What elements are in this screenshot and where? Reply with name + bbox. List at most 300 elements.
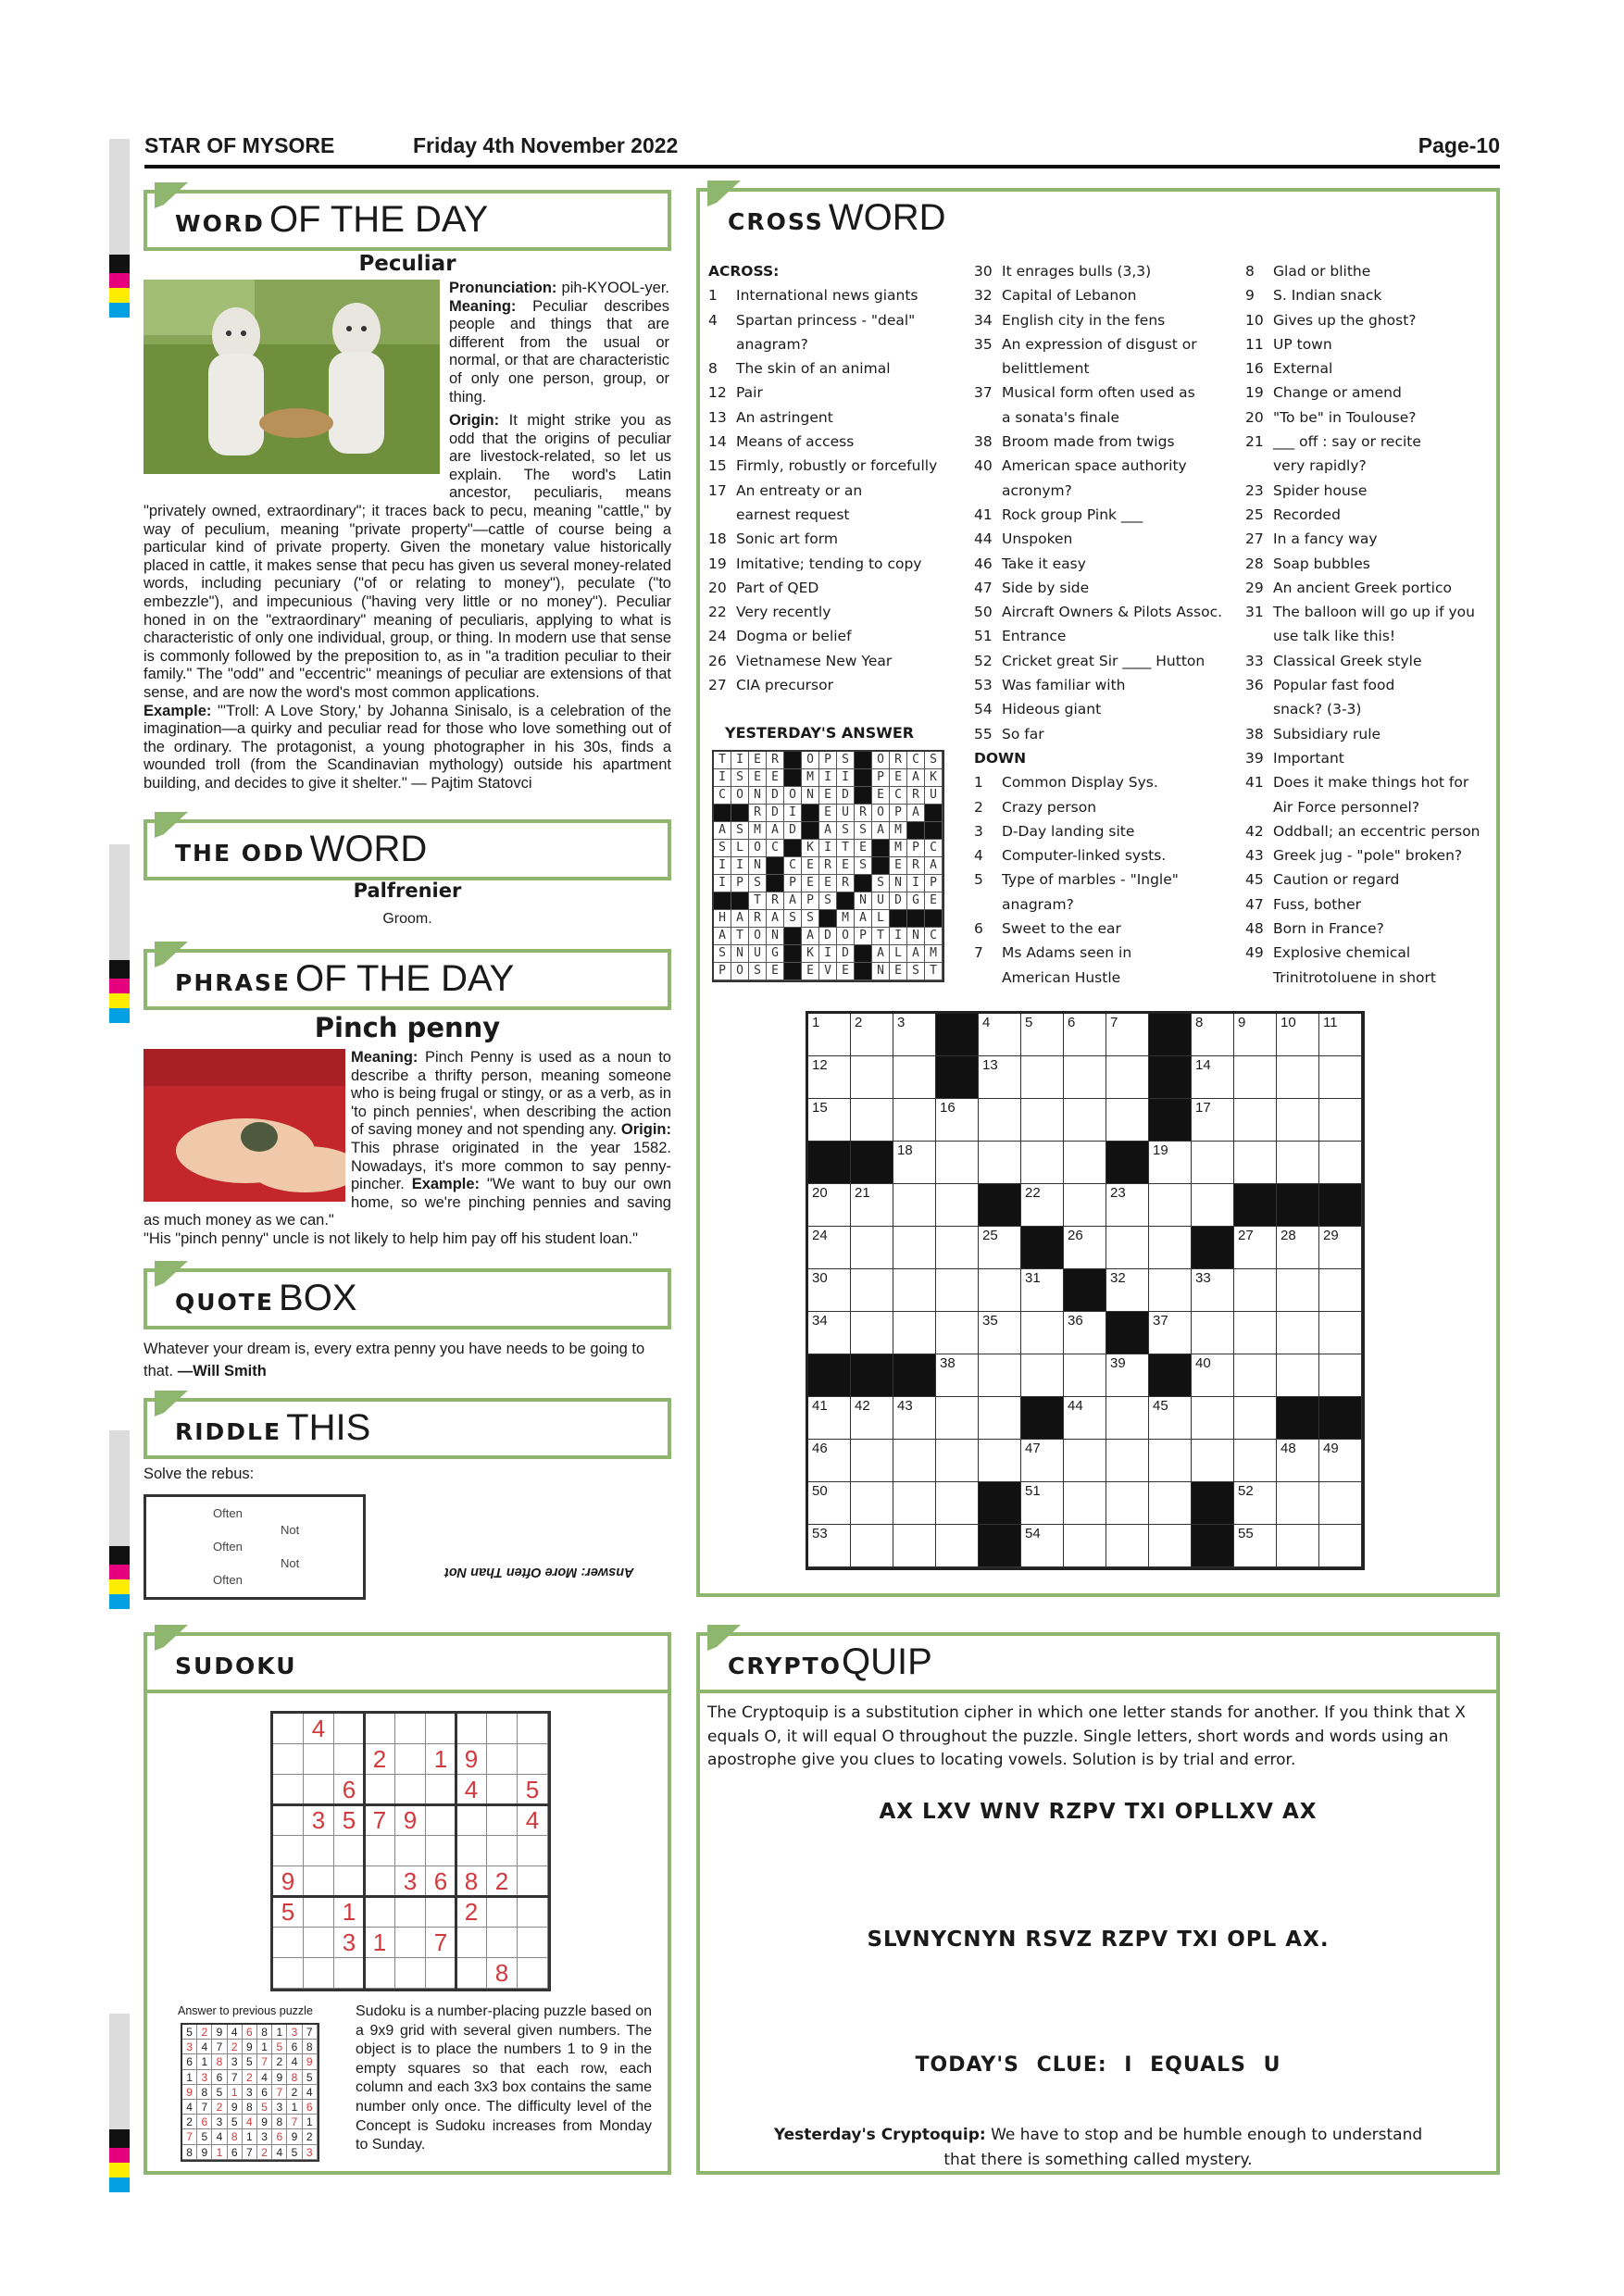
clue-number: 52 <box>974 652 993 669</box>
crossword-cell[interactable] <box>1064 1440 1106 1482</box>
answer-cell: 6 <box>243 2025 257 2040</box>
sudoku-cell[interactable] <box>518 1897 548 1928</box>
cell-number: 54 <box>1025 1526 1041 1541</box>
sudoku-cell[interactable] <box>365 1958 395 1989</box>
crossword-cell[interactable] <box>1149 1482 1192 1525</box>
quote-text: Whatever your dream is, every extra penny you have needs to be going to that. —Will Smith <box>144 1341 645 1379</box>
sudoku-cell[interactable]: 4 <box>456 1775 487 1805</box>
sudoku-cell[interactable]: 6 <box>334 1775 365 1805</box>
crossword-cell[interactable] <box>1106 1482 1149 1525</box>
answer-cell <box>802 805 819 822</box>
crossword-cell[interactable] <box>1021 1525 1064 1567</box>
clue-text: earnest request <box>736 505 850 523</box>
tab-flag-icon <box>155 1625 192 1653</box>
crossword-cell[interactable] <box>1064 1142 1106 1184</box>
crossword-cell[interactable] <box>936 1397 979 1440</box>
crossword-cell[interactable] <box>893 1056 936 1099</box>
crossword-cell[interactable] <box>979 1269 1021 1312</box>
sudoku-cell[interactable] <box>365 1836 395 1866</box>
cell-number: 35 <box>982 1313 998 1329</box>
sudoku-cell[interactable] <box>426 1714 456 1744</box>
clue-number: 18 <box>708 530 727 548</box>
sudoku-cell[interactable]: 6 <box>426 1866 456 1897</box>
crossword-cell[interactable] <box>1149 1525 1192 1567</box>
sudoku-cell[interactable] <box>395 1775 426 1805</box>
crossword-cell[interactable] <box>1064 1525 1106 1567</box>
sudoku-cell[interactable] <box>487 1775 518 1805</box>
crossword-cell[interactable] <box>1277 1482 1319 1525</box>
sudoku-cell[interactable]: 4 <box>518 1805 548 1836</box>
crossword-cell[interactable] <box>1277 1440 1319 1482</box>
crossword-cell[interactable] <box>1192 1014 1234 1056</box>
crossword-title: CROSS WORD <box>696 188 1500 249</box>
crossword-cell[interactable] <box>893 1397 936 1440</box>
clue-number: 22 <box>708 604 727 621</box>
sudoku-cell[interactable] <box>456 1836 487 1866</box>
sudoku-cell[interactable]: 5 <box>334 1805 365 1836</box>
crossword-cell[interactable] <box>1277 1354 1319 1397</box>
answer-cell: E <box>819 787 837 805</box>
sudoku-cell[interactable] <box>487 1836 518 1866</box>
crossword-cell[interactable] <box>936 1525 979 1567</box>
crossword-cell[interactable] <box>1021 1184 1064 1227</box>
crossword-cell[interactable] <box>1234 1142 1277 1184</box>
sudoku-cell[interactable]: 8 <box>487 1958 518 1989</box>
clue-text: Greek jug - "pole" broken? <box>1273 847 1463 865</box>
crossword-cell[interactable] <box>1319 1227 1362 1269</box>
crossword-cell[interactable] <box>1277 1312 1319 1354</box>
cell-number: 36 <box>1068 1313 1083 1329</box>
crossword-cell[interactable] <box>893 1482 936 1525</box>
answer-cell: 1 <box>182 2070 197 2085</box>
clue-text: Fuss, bother <box>1273 895 1362 913</box>
crossword-cell[interactable] <box>851 1099 893 1142</box>
crossword-cell[interactable] <box>851 1482 893 1525</box>
crossword-cell[interactable] <box>936 1312 979 1354</box>
crossword-cell[interactable] <box>1234 1312 1277 1354</box>
sudoku-cell[interactable] <box>273 1928 304 1958</box>
sudoku-cell[interactable] <box>487 1928 518 1958</box>
crossword-cell[interactable] <box>808 1269 851 1312</box>
clue-number: 47 <box>1245 895 1264 913</box>
sudoku-cell[interactable] <box>426 1805 456 1836</box>
cell-number: 24 <box>812 1228 828 1243</box>
clue-item <box>1245 308 1500 332</box>
sudoku-cell[interactable] <box>518 1928 548 1958</box>
crossword-cell[interactable] <box>893 1312 936 1354</box>
sudoku-cell[interactable]: 3 <box>304 1805 334 1836</box>
crossword-cell[interactable] <box>893 1014 936 1056</box>
crossword-cell[interactable] <box>1149 1312 1192 1354</box>
crossword-cell[interactable] <box>1234 1269 1277 1312</box>
answer-cell: U <box>925 787 943 805</box>
crossword-cell[interactable] <box>979 1142 1021 1184</box>
cryptoquip-title: CRYPTOQUIP <box>696 1632 1500 1693</box>
sudoku-cell[interactable]: 9 <box>395 1805 426 1836</box>
clue-item <box>708 527 968 551</box>
crossword-cell[interactable] <box>851 1397 893 1440</box>
answer-cell <box>855 752 872 769</box>
crossword-cell[interactable] <box>979 1014 1021 1056</box>
clue-item <box>974 966 1243 990</box>
sudoku-cell[interactable]: 3 <box>395 1866 426 1897</box>
sudoku-cell[interactable]: 1 <box>334 1897 365 1928</box>
crossword-cell[interactable] <box>1021 1014 1064 1056</box>
crossword-black-cell <box>979 1184 1021 1227</box>
sudoku-cell[interactable]: 9 <box>456 1744 487 1775</box>
sudoku-cell[interactable] <box>395 1897 426 1928</box>
answer-cell: C <box>907 752 925 769</box>
crossword-cell[interactable] <box>1021 1440 1064 1482</box>
crossword-cell[interactable] <box>808 1184 851 1227</box>
sudoku-cell[interactable] <box>365 1775 395 1805</box>
crossword-cell[interactable] <box>851 1312 893 1354</box>
sudoku-cell[interactable] <box>273 1775 304 1805</box>
crossword-cell[interactable] <box>1021 1142 1064 1184</box>
crossword-cell[interactable] <box>808 1397 851 1440</box>
crossword-cell[interactable] <box>1319 1269 1362 1312</box>
crossword-cell[interactable] <box>1106 1397 1149 1440</box>
crossword-cell[interactable] <box>851 1056 893 1099</box>
sudoku-cell[interactable] <box>273 1958 304 1989</box>
sudoku-cell[interactable]: 4 <box>304 1714 334 1744</box>
crossword-cell[interactable] <box>1064 1227 1106 1269</box>
sudoku-cell[interactable] <box>304 1866 334 1897</box>
crossword-cell[interactable] <box>936 1440 979 1482</box>
crossword-cell[interactable] <box>936 1099 979 1142</box>
crossword-cell[interactable] <box>1192 1354 1234 1397</box>
sudoku-cell[interactable] <box>518 1836 548 1866</box>
crossword-cell[interactable] <box>851 1184 893 1227</box>
sudoku-cell[interactable] <box>273 1805 304 1836</box>
sudoku-cell[interactable] <box>487 1805 518 1836</box>
sudoku-cell[interactable] <box>426 1958 456 1989</box>
clue-number: 27 <box>1245 530 1264 548</box>
crossword-cell[interactable] <box>1277 1227 1319 1269</box>
clue-item <box>1245 356 1500 381</box>
sudoku-cell[interactable] <box>334 1958 365 1989</box>
sudoku-cell[interactable]: 2 <box>365 1744 395 1775</box>
crossword-cell[interactable] <box>808 1312 851 1354</box>
sudoku-cell[interactable] <box>518 1744 548 1775</box>
yesterday-cryptoquip: Yesterday's Cryptoquip: We have to stop and be humble enough to understand that there is something called mystery. <box>773 2126 1423 2169</box>
clue-number: 4 <box>708 311 718 329</box>
sudoku-cell[interactable]: 5 <box>273 1897 304 1928</box>
crossword-cell[interactable] <box>851 1525 893 1567</box>
clue-number: 50 <box>974 604 993 621</box>
cell-number: 41 <box>812 1398 828 1414</box>
crossword-cell[interactable] <box>893 1227 936 1269</box>
crossword-cell[interactable] <box>1277 1269 1319 1312</box>
crossword-cell[interactable] <box>893 1184 936 1227</box>
crossword-cell[interactable] <box>1192 1440 1234 1482</box>
crossword-cell[interactable] <box>1277 1056 1319 1099</box>
odd-word-meaning: Groom. <box>382 911 432 927</box>
cell-number: 2 <box>855 1015 863 1030</box>
crossword-cell[interactable] <box>1106 1099 1149 1142</box>
sudoku-cell[interactable]: 2 <box>456 1897 487 1928</box>
cell-number: 25 <box>982 1228 998 1243</box>
answer-cell: S <box>872 875 890 892</box>
crossword-cell[interactable] <box>1234 1482 1277 1525</box>
crossword-cell[interactable] <box>851 1014 893 1056</box>
crossword-cell[interactable] <box>893 1099 936 1142</box>
crossword-cell[interactable] <box>1106 1269 1149 1312</box>
sudoku-cell[interactable]: 8 <box>456 1866 487 1897</box>
sudoku-cell[interactable] <box>273 1836 304 1866</box>
sudoku-cell[interactable] <box>487 1744 518 1775</box>
sudoku-cell[interactable]: 7 <box>365 1805 395 1836</box>
crossword-cell[interactable] <box>1192 1142 1234 1184</box>
crossword-black-cell <box>1319 1397 1362 1440</box>
crossword-cell[interactable] <box>1277 1014 1319 1056</box>
crossword-cell[interactable] <box>1064 1056 1106 1099</box>
answer-cell <box>837 892 855 910</box>
crossword-cell[interactable] <box>1021 1056 1064 1099</box>
clue-item <box>1245 430 1500 454</box>
crossword-cell[interactable] <box>808 1482 851 1525</box>
crossword-cell[interactable] <box>1149 1397 1192 1440</box>
sudoku-cell[interactable] <box>304 1836 334 1866</box>
crossword-cell[interactable] <box>936 1354 979 1397</box>
crossword-cell[interactable] <box>1234 1440 1277 1482</box>
crossword-cell[interactable] <box>1064 1184 1106 1227</box>
sudoku-cell[interactable]: 7 <box>426 1928 456 1958</box>
sudoku-cell[interactable] <box>487 1897 518 1928</box>
crossword-cell[interactable] <box>936 1227 979 1269</box>
crossword-cell[interactable] <box>1234 1227 1277 1269</box>
crossword-cell[interactable] <box>1064 1354 1106 1397</box>
sudoku-description: Sudoku is a number-placing puzzle based on a 9x9 grid with several given numbers. The object is to place the numbers 1 to 9 in the empty squares so that each row, each column and each 3x3 box contains the same number only once. The difficulty level of the Concept is Sudoku increases from Monday to Sunday. <box>356 2003 652 2153</box>
crossword-grid[interactable] <box>806 1011 1365 1570</box>
crossword-cell[interactable] <box>936 1269 979 1312</box>
crossword-cell[interactable] <box>1106 1440 1149 1482</box>
sudoku-cell[interactable] <box>334 1714 365 1744</box>
crossword-cell[interactable] <box>1064 1397 1106 1440</box>
sudoku-cell[interactable] <box>365 1897 395 1928</box>
answer-cell: R <box>837 875 855 892</box>
sudoku-cell[interactable] <box>273 1744 304 1775</box>
crossword-cell[interactable] <box>808 1056 851 1099</box>
box-divider <box>273 1803 548 1806</box>
clue-text: Take it easy <box>1002 555 1086 572</box>
sudoku-cell[interactable] <box>304 1928 334 1958</box>
sudoku-cell[interactable] <box>487 1714 518 1744</box>
sudoku-cell[interactable] <box>395 1958 426 1989</box>
sudoku-cell[interactable] <box>365 1866 395 1897</box>
crossword-cell[interactable] <box>979 1099 1021 1142</box>
answer-cell: G <box>767 945 784 963</box>
crossword-cell[interactable] <box>808 1014 851 1056</box>
crossword-cell[interactable] <box>1064 1312 1106 1354</box>
sudoku-cell[interactable]: 3 <box>334 1928 365 1958</box>
sudoku-cell[interactable] <box>273 1714 304 1744</box>
clue-item <box>974 673 1243 697</box>
crossword-cell[interactable] <box>1319 1142 1362 1184</box>
crossword-cell[interactable] <box>979 1056 1021 1099</box>
sudoku-cell[interactable] <box>456 1958 487 1989</box>
crossword-cell[interactable] <box>1277 1142 1319 1184</box>
answer-cell: P <box>907 840 925 857</box>
sudoku-cell[interactable]: 1 <box>426 1744 456 1775</box>
crossword-cell[interactable] <box>1277 1099 1319 1142</box>
crossword-cell[interactable] <box>851 1269 893 1312</box>
crossword-cell[interactable] <box>1319 1354 1362 1397</box>
crossword-cell[interactable] <box>851 1227 893 1269</box>
crossword-cell[interactable] <box>893 1440 936 1482</box>
sudoku-cell[interactable] <box>395 1928 426 1958</box>
crossword-cell[interactable] <box>1106 1354 1149 1397</box>
crossword-cell[interactable] <box>979 1227 1021 1269</box>
answer-cell <box>855 769 872 787</box>
crossword-cell[interactable] <box>1319 1099 1362 1142</box>
crossword-cell[interactable] <box>1192 1397 1234 1440</box>
answer-cell: 5 <box>272 2040 287 2054</box>
clue-text: Entrance <box>1002 628 1067 645</box>
sudoku-cell[interactable]: 5 <box>518 1775 548 1805</box>
crossword-cell[interactable] <box>979 1312 1021 1354</box>
crossword-cell[interactable] <box>1149 1227 1192 1269</box>
crossword-cell[interactable] <box>1106 1525 1149 1567</box>
sudoku-cell[interactable] <box>304 1744 334 1775</box>
sudoku-cell[interactable] <box>456 1805 487 1836</box>
crossword-cell[interactable] <box>979 1440 1021 1482</box>
crossword-cell[interactable] <box>1319 1482 1362 1525</box>
cell-number: 51 <box>1025 1483 1041 1499</box>
sudoku-cell[interactable] <box>426 1897 456 1928</box>
sudoku-cell[interactable] <box>304 1897 334 1928</box>
clue-number: 7 <box>974 944 983 962</box>
crossword-cell[interactable] <box>1149 1269 1192 1312</box>
sudoku-cell[interactable] <box>395 1744 426 1775</box>
crossword-cell[interactable] <box>1021 1354 1064 1397</box>
sudoku-cell[interactable] <box>426 1775 456 1805</box>
crossword-cell[interactable] <box>1319 1440 1362 1482</box>
sudoku-cell[interactable] <box>395 1714 426 1744</box>
crossword-cell[interactable] <box>1192 1269 1234 1312</box>
answer-cell: 6 <box>197 2115 212 2129</box>
answer-cell: 3 <box>212 2115 227 2129</box>
crossword-cell[interactable] <box>1021 1312 1064 1354</box>
crossword-cell[interactable] <box>1106 1014 1149 1056</box>
sudoku-cell[interactable]: 1 <box>365 1928 395 1958</box>
crossword-cell[interactable] <box>808 1525 851 1567</box>
sudoku-grid[interactable] <box>270 1711 551 1991</box>
phrase-headline: Pinch penny <box>314 1012 501 1043</box>
crossword-cell[interactable] <box>1106 1184 1149 1227</box>
crossword-cell[interactable] <box>979 1397 1021 1440</box>
answer-cell: I <box>837 769 855 787</box>
clue-number: 2 <box>974 798 983 816</box>
sudoku-cell[interactable] <box>456 1928 487 1958</box>
clue-item <box>974 332 1243 356</box>
sudoku-cell[interactable] <box>456 1714 487 1744</box>
clue-number: 28 <box>1245 555 1264 572</box>
crossword-cell[interactable] <box>1192 1056 1234 1099</box>
sudoku-cell[interactable] <box>334 1836 365 1866</box>
clue-item <box>1245 941 1500 965</box>
sudoku-cell[interactable] <box>334 1866 365 1897</box>
crossword-cell[interactable] <box>893 1142 936 1184</box>
crossword-cell[interactable] <box>1234 1397 1277 1440</box>
crossword-cell[interactable] <box>1319 1056 1362 1099</box>
crossword-cell[interactable] <box>936 1142 979 1184</box>
crossword-cell[interactable] <box>808 1227 851 1269</box>
crossword-cell[interactable] <box>1234 1056 1277 1099</box>
crossword-cell[interactable] <box>1234 1014 1277 1056</box>
clue-number: 34 <box>974 311 993 329</box>
answer-cell: R <box>767 752 784 769</box>
sudoku-cell[interactable] <box>334 1744 365 1775</box>
crossword-cell[interactable] <box>1149 1142 1192 1184</box>
crossword-cell[interactable] <box>1021 1099 1064 1142</box>
crossword-cell[interactable] <box>808 1099 851 1142</box>
crossword-cell[interactable] <box>1277 1525 1319 1567</box>
sudoku-cell[interactable] <box>518 1714 548 1744</box>
answer-cell: 8 <box>197 2085 212 2100</box>
crossword-cell[interactable] <box>1021 1482 1064 1525</box>
crossword-cell[interactable] <box>1149 1184 1192 1227</box>
crossword-cell[interactable] <box>1234 1099 1277 1142</box>
sudoku-cell[interactable] <box>304 1958 334 1989</box>
crossword-cell[interactable] <box>1021 1269 1064 1312</box>
crossword-cell[interactable] <box>1106 1056 1149 1099</box>
crossword-cell[interactable] <box>893 1525 936 1567</box>
sudoku-cell[interactable]: 9 <box>273 1866 304 1897</box>
answer-cell: E <box>819 805 837 822</box>
clue-text: Subsidiary rule <box>1273 725 1381 742</box>
clue-item <box>1245 381 1500 405</box>
crossword-cell[interactable] <box>808 1440 851 1482</box>
crossword-cell[interactable] <box>1106 1227 1149 1269</box>
crossword-cell[interactable] <box>1319 1525 1362 1567</box>
sudoku-cell[interactable] <box>518 1958 548 1989</box>
clue-item <box>1245 746 1500 770</box>
sudoku-cell[interactable]: 2 <box>487 1866 518 1897</box>
crossword-cell[interactable] <box>1234 1354 1277 1397</box>
crossword-cell[interactable] <box>1319 1014 1362 1056</box>
crossword-cell[interactable] <box>1234 1525 1277 1567</box>
sudoku-cell[interactable] <box>518 1866 548 1897</box>
crossword-cell[interactable] <box>1064 1099 1106 1142</box>
crossword-cell[interactable] <box>1192 1312 1234 1354</box>
sudoku-cell[interactable] <box>395 1836 426 1866</box>
clue-text: D-Day landing site <box>1002 822 1135 840</box>
crossword-cell[interactable] <box>1064 1014 1106 1056</box>
sudoku-cell[interactable] <box>365 1714 395 1744</box>
answer-cell: T <box>749 892 767 910</box>
answer-cell: 1 <box>228 2085 243 2100</box>
box-divider <box>455 1714 457 1989</box>
clue-text: American space authority <box>1002 457 1187 475</box>
crossword-cell[interactable] <box>1149 1440 1192 1482</box>
answer-cell: U <box>749 945 767 963</box>
crossword-cell[interactable] <box>1064 1482 1106 1525</box>
crossword-cell[interactable] <box>936 1482 979 1525</box>
crossword-cell[interactable] <box>1192 1184 1234 1227</box>
sudoku-cell[interactable] <box>426 1836 456 1866</box>
crossword-cell[interactable] <box>851 1440 893 1482</box>
crossword-cell[interactable] <box>936 1184 979 1227</box>
crossword-cell[interactable] <box>979 1354 1021 1397</box>
issue-date: Friday 4th November 2022 <box>413 133 679 157</box>
crossword-cell[interactable] <box>893 1269 936 1312</box>
word-pronunciation-meaning: Pronunciation: pih-KYOOL-yer. Meaning: Peculiar describes people and things that are different from the usual or normal, or that are characteristic of only one person, group, or thing. <box>449 280 669 406</box>
sudoku-cell[interactable] <box>304 1775 334 1805</box>
crossword-cell[interactable] <box>1319 1312 1362 1354</box>
crossword-cell[interactable] <box>1192 1099 1234 1142</box>
rebus-word: Not <box>281 1523 300 1537</box>
